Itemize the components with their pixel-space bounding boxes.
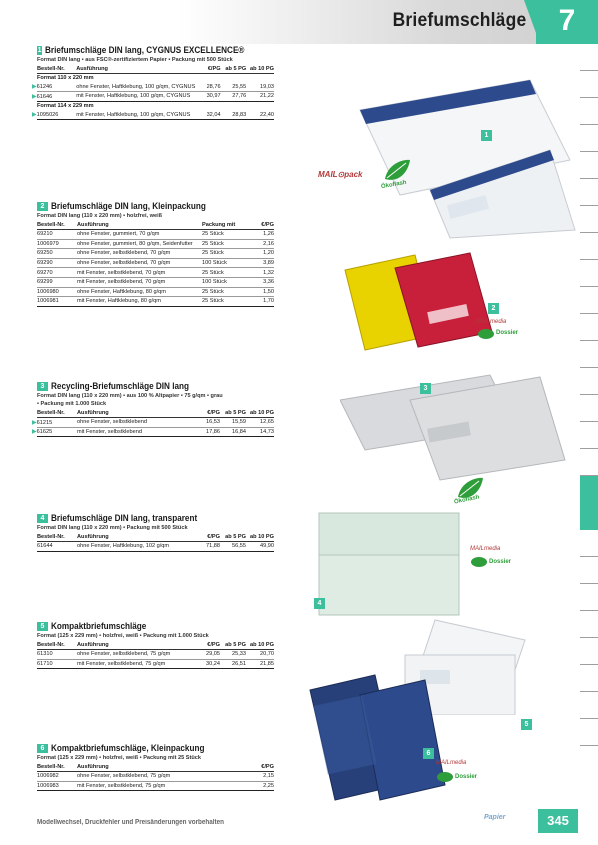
col-header: Bestell-Nr. — [37, 64, 76, 74]
section-title: Briefumschläge DIN lang, CYGNUS EXCELLENCE® — [45, 44, 245, 56]
dossier-logo: Dossier — [455, 774, 478, 780]
register-tab[interactable] — [580, 368, 598, 395]
section-title: Kompaktbriefumschläge, Kleinpackung — [51, 742, 205, 754]
image-badge: 2 — [488, 303, 499, 314]
table-row: 1006979 ohne Fenster, gummiert, 80 g/qm, Seidenfutter 25 Stück 2,16 — [37, 240, 274, 247]
arrow-icon: ▶ — [32, 84, 37, 91]
table-row: 1006981 mit Fenster, Haftklebung, 80 g/qm 25 Stück 1,70 — [37, 298, 274, 305]
section-cygnus — [32, 44, 277, 120]
oekoflash-label: Ökoflash — [453, 494, 481, 506]
section-subtitle: Format DIN lang • aus FSC®-zertifiziertem Papier • Packung mit 500 Stück — [37, 57, 233, 63]
table-row: 69270 mit Fenster, selbstklebend, 70 g/qm 25 Stück 1,32 — [37, 269, 274, 276]
image-badge: 5 — [521, 719, 532, 730]
register-tab[interactable] — [580, 98, 598, 125]
table-row: 61644 ohne Fenster, Haftklebung, 102 g/qm 71,88 56,55 49,90 — [37, 543, 274, 550]
register-tab[interactable] — [580, 233, 598, 260]
section-title: Briefumschläge DIN lang, Kleinpackung — [51, 200, 206, 212]
leaf-icon — [436, 771, 454, 783]
table-row: ▶61246 ohne Fenster, Haftklebung, 100 g/qm, CYGNUS 28,76 25,55 19,03 — [32, 83, 274, 91]
table-row: 61310 ohne Fenster, selbstklebend, 75 g/qm 29,05 25,33 20,70 — [37, 651, 274, 658]
side-register — [580, 44, 598, 746]
section-number: 1 — [37, 46, 42, 54]
register-tab-active[interactable] — [580, 476, 598, 503]
image-transparent-envelopes — [316, 510, 466, 620]
register-tab[interactable] — [580, 125, 598, 152]
dossier-logo: Dossier — [496, 330, 519, 336]
table-row: ▶1095026 mit Fenster, Haftklebung, 100 g/qm, CYGNUS 32,04 28,83 22,40 — [32, 111, 274, 119]
format-label: Format 114 x 229 mm — [37, 103, 94, 110]
section-title: Recycling-Briefumschläge DIN lang — [51, 380, 190, 392]
register-tab[interactable] — [580, 584, 598, 611]
col-header: ab 10 PG — [246, 64, 274, 74]
table-row: ▶61625 mit Fenster, selbstklebend 17,86 16,84 14,73 — [32, 428, 274, 436]
footer-note: Modellwechsel, Druckfehler und Preisänderungen vorbehalten — [37, 819, 224, 826]
table-row: 1006980 ohne Fenster, Haftklebung, 80 g/qm 25 Stück 1,50 — [37, 288, 274, 295]
register-tab[interactable] — [580, 449, 598, 476]
table-row: 61710 mit Fenster, selbstklebend, 75 g/qm 30,24 26,51 21,85 — [37, 660, 274, 667]
oekoflash-label: Ökoflash — [380, 179, 408, 191]
table-row: 69290 ohne Fenster, selbstklebend, 70 g/qm 100 Stück 3,89 — [37, 260, 274, 267]
table-row: 69299 mit Fenster, selbstklebend, 70 g/qm 100 Stück 3,36 — [37, 279, 274, 286]
col-header: €/PG — [195, 64, 220, 74]
section-title: Kompaktbriefumschläge — [51, 620, 147, 632]
chapter-tab[interactable] — [536, 0, 598, 44]
register-tab[interactable] — [580, 638, 598, 665]
product-table: Bestell-Nr. Ausführung €/PG ab 5 PG ab 10 PG ▶61215 ohne Fenster, selbstklebend 16,53 15,59 12,65 ▶61625 mit Fenster, selbstklebend 17,86 16,84 14,73 — [32, 409, 274, 436]
papier-logo: Papier — [484, 814, 506, 821]
register-tab[interactable] — [580, 530, 598, 557]
image-badge: 3 — [420, 383, 431, 394]
section-title: Briefumschläge DIN lang, transparent — [51, 512, 198, 524]
product-table: Bestell-Nr. Ausführung €/PG ab 5 PG ab 10 PG 61310 ohne Fenster, selbstklebend, 75 g/qm 29,05 25,33 20,70 61710 mit Fenster, selbstklebend, 75 g/qm 30,24 26,51 21,85 — [37, 641, 274, 667]
page-number: 345 — [538, 809, 578, 833]
product-table: Bestell-Nr. Ausführung €/PG ab 5 PG ab 10 PG 61644 ohne Fenster, Haftklebung, 102 g/qm 71,88 56,55 49,90 — [37, 533, 274, 550]
register-tab[interactable] — [580, 422, 598, 449]
register-tab[interactable] — [580, 692, 598, 719]
image-kleinpackung — [340, 250, 500, 360]
section-number: 2 — [37, 202, 48, 211]
product-table — [32, 64, 274, 120]
image-badge: 4 — [314, 598, 325, 609]
section-kompakt: 5 Kompaktbriefumschläge Format (125 x 229 mm) • holzfrei, weiß • Packung mit 1.000 Stück Bestell-Nr. Ausführung €/PG ab 5 PG ab 10 PG 61310 ohne Fenster, selbstklebend, 75 g/qm 29,05 25,33 20,70 61710 mit Fenster, selbstklebend, 75 g/qm 30,24 26,51 21,85 — [37, 620, 277, 669]
table-row: 69210 ohne Fenster, gummiert, 70 g/qm 25 Stück 1,26 — [37, 231, 274, 238]
dossier-logo: Dossier — [489, 559, 512, 565]
register-tab[interactable] — [580, 557, 598, 584]
section-transparent: 4 Briefumschläge DIN lang, transparent Format DIN lang (110 x 220 mm) • Packung mit 500 Stück Bestell-Nr. Ausführung €/PG ab 5 PG ab 10 PG 61644 ohne Fenster, Haftklebung, 102 g/qm 71,88 56,55 49,90 — [37, 512, 277, 552]
table-row: ▶61215 ohne Fenster, selbstklebend 16,53 15,59 12,65 — [32, 419, 274, 426]
register-tab[interactable] — [580, 341, 598, 368]
section-kleinpackung — [37, 200, 277, 307]
mailmedia-logo: MAILmedia — [436, 760, 467, 766]
section-recycling: 3 Recycling-Briefumschläge DIN lang Format DIN lang (110 x 220 mm) • aus 100 % Altpapier • 75 g/qm • grau • Packung mit 1.000 Stück Bestell-Nr. Ausführung €/PG ab 5 PG ab 10 PG ▶61215 ohne Fenster, selbstklebend 16,53 15,59 12,65 ▶61625 mit Fenster, selbstklebend 17,86 16,84 14,73 — [32, 380, 274, 436]
register-tab[interactable] — [580, 719, 598, 746]
mailmedia-logo: MAILmedia — [470, 546, 501, 552]
register-tab[interactable] — [580, 665, 598, 692]
section-subtitle: Format DIN lang (110 x 220 mm) • holzfrei, weiß — [37, 213, 163, 219]
product-table: Bestell-Nr. Ausführung €/PG 1006982 ohne Fenster, selbstklebend, 75 g/qm 2,15 1006983 mit Fenster, selbstklebend, 75 g/qm 2,25 — [37, 763, 274, 789]
arrow-icon: ▶ — [32, 112, 37, 119]
image-recycling-envelopes — [340, 365, 570, 485]
register-tab[interactable] — [580, 314, 598, 341]
table-row: 1006982 ohne Fenster, selbstklebend, 75 g/qm 2,15 — [37, 773, 274, 780]
register-tab[interactable] — [580, 287, 598, 314]
table-row: ▶61646 mit Fenster, Haftklebung, 100 g/qm, CYGNUS 30,97 27,76 21,22 — [32, 93, 274, 100]
chapter-number: 7 — [558, 4, 576, 37]
format-label: Format 110 x 220 mm — [37, 75, 94, 82]
register-tab[interactable] — [580, 395, 598, 422]
col-header: Ausführung — [76, 64, 195, 74]
arrow-icon: ▶ — [32, 429, 37, 436]
mailpack-logo: MAIL⊙pack — [318, 170, 363, 179]
section-kompakt-klein: 6 Kompaktbriefumschläge, Kleinpackung Format (125 x 229 mm) • holzfrei, weiß • Packung mit 25 Stück Bestell-Nr. Ausführung €/PG 1006982 ohne Fenster, selbstklebend, 75 g/qm 2,15 1006983 mit Fenster, selbstklebend, 75 g/qm 2,25 — [37, 742, 277, 791]
col-header: ab 5 PG — [221, 64, 247, 74]
arrow-icon: ▶ — [32, 93, 37, 100]
register-tab[interactable] — [580, 44, 598, 71]
product-table: Bestell-Nr. Ausführung Packung mit €/PG 69210 ohne Fenster, gummiert, 70 g/qm 25 Stück 1,26 1006979 ohne Fenster, gummiert, 80 g/qm, Seidenfutter 25 Stück 2,16 69250 ohne Fenster, selbstklebend, 70 g/qm 25 Stück 1,20 69290 ohne Fenster, selbstklebend, 70 g/qm 100 Stück 3,89 69270 mit Fenster, selbstklebend, 70 g/qm 25 Stück 1,32 69299 mit Fenster, selbstklebend, 70 g/qm 100 Stück 3,36 1006980 ohne Fenster, Haftklebung, 80 g/qm 25 Stück 1,50 1006981 mit Fenster, Haftklebung, 80 g/qm 25 Stück 1,70 — [37, 221, 274, 305]
image-cygnus-envelopes — [300, 60, 580, 240]
image-badge: 6 — [423, 748, 434, 759]
register-tab[interactable] — [580, 206, 598, 233]
arrow-icon: ▶ — [32, 419, 37, 426]
register-tab[interactable] — [580, 611, 598, 638]
leaf-icon — [470, 556, 488, 568]
image-kompakt-kleinpackung — [300, 670, 450, 805]
page-title: Briefumschläge — [392, 10, 526, 31]
register-tab[interactable] — [580, 71, 598, 98]
image-badge: 1 — [481, 130, 492, 141]
table-row: 1006983 mit Fenster, selbstklebend, 75 g/qm 2,25 — [37, 782, 274, 789]
register-tab[interactable] — [580, 260, 598, 287]
mailmedia-logo: MAILmedia — [476, 319, 507, 325]
leaf-icon — [477, 328, 495, 340]
register-tab-active[interactable] — [580, 503, 598, 530]
register-tab[interactable] — [580, 152, 598, 179]
register-tab[interactable] — [580, 179, 598, 206]
table-row: 69250 ohne Fenster, selbstklebend, 70 g/qm 25 Stück 1,20 — [37, 250, 274, 257]
